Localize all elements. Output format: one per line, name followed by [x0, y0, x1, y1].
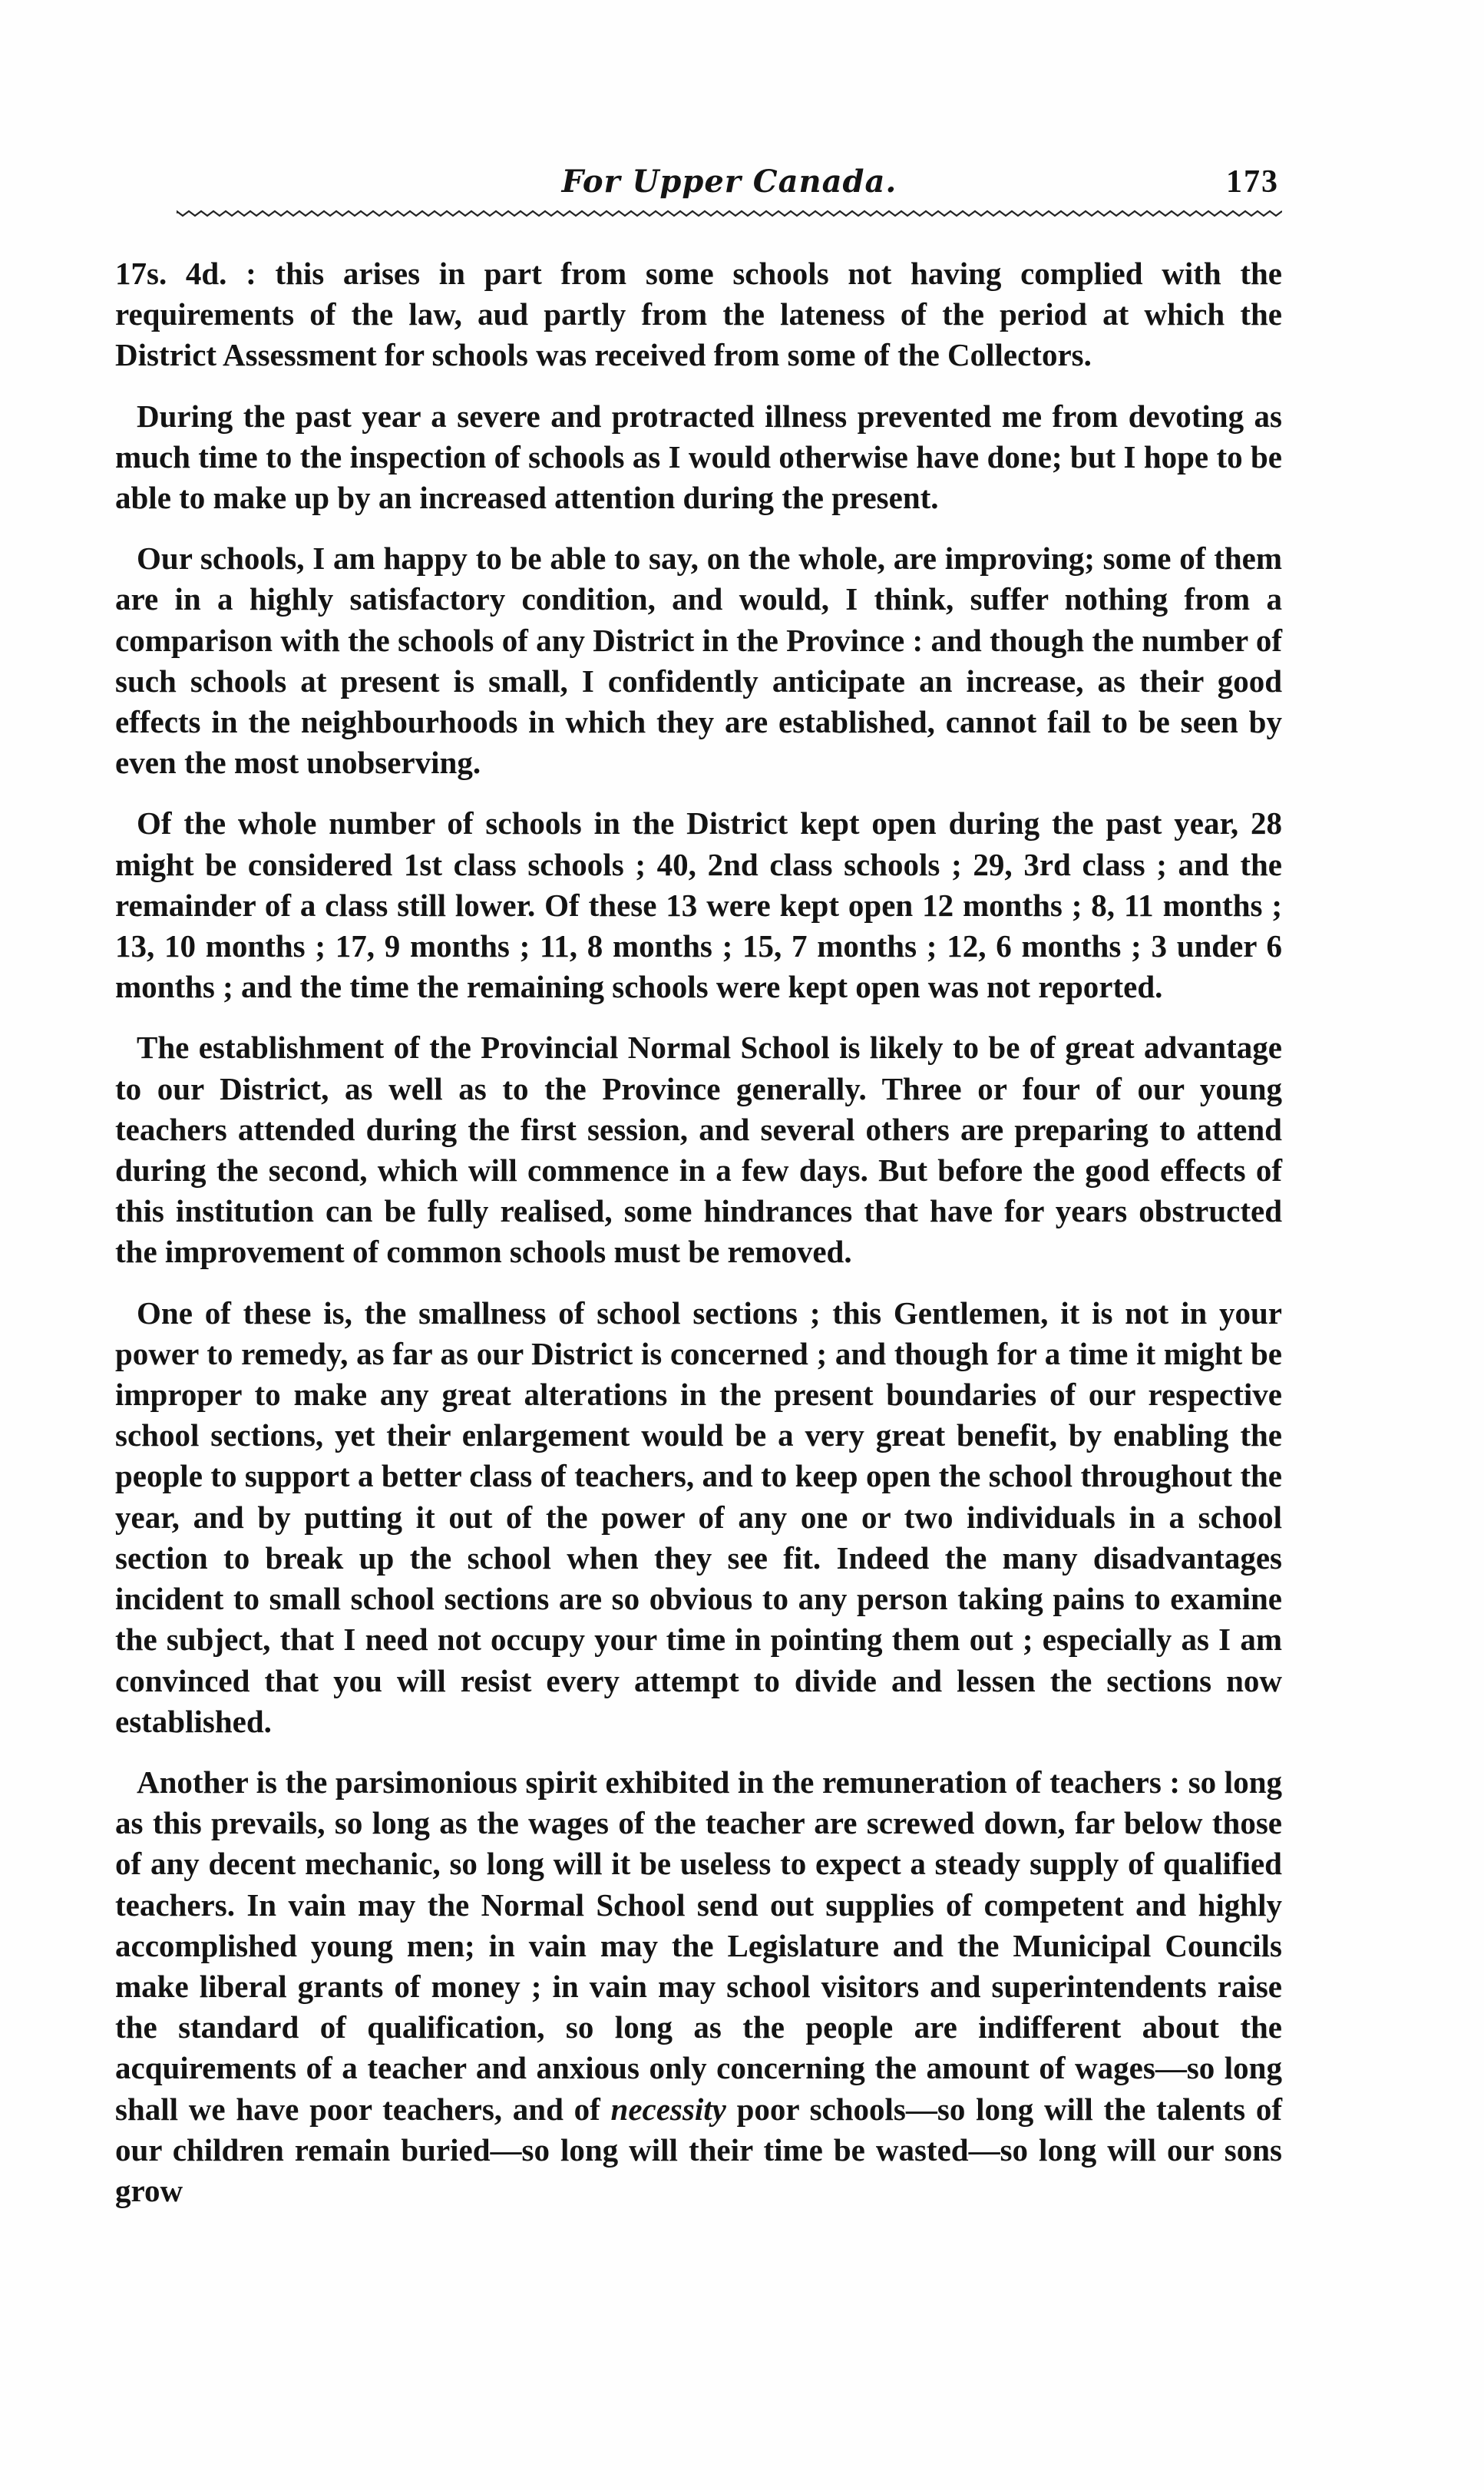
- paragraph: The establishment of the Provincial Normal School is likely to be of great advantage to our District, as well as to the Province generally. Three or four of our young teachers attended during the first session, and several others are preparing to attend during the second, which will commence in a few days. But before the good effects of this institution can be fully realised, some hindrances that have for years obstructed the improvement of common schools must be removed.: [115, 1030, 1282, 1270]
- body-text: [115, 253, 1282, 2231]
- running-title: For Upper Canada.: [561, 164, 897, 200]
- paragraph: During the past year a severe and protracted illness prevented me from devoting as much time to the inspection of schools as I would otherwise have done; but I hope to be able to make up by an increased attention during the present.: [115, 398, 1282, 516]
- paragraph: One of these is, the smallness of school sections ; this Gentlemen, it is not in your power to remedy, as far as our District is concerned ; and though for a time it might be improper to make any great alterations in the present boundaries of our respective school sections, yet their enlargement would be a very great benefit, by enabling the people to support a better class of teachers, and to keep open the school throughout the year, and by putting it out of the power of any one or two individuals in a school section to break up the school when they see fit. Indeed the many disadvantages incident to small school sections are so obvious to any person taking pains to examine the subject, that I need not occupy your time in pointing them out ; especially as I am convinced that you will resist every attempt to divide and lessen the sections now established.: [115, 1295, 1282, 1739]
- paragraph: 17s. 4d. : this arises in part from some schools not having complied with the requirements of the law, aud partly from the lateness of the period at which the District Assessment for schools was received from some of the Collectors.: [115, 256, 1282, 373]
- page-number: 173: [1226, 164, 1279, 200]
- wavy-rule-divider: [177, 209, 1282, 218]
- italic-emphasis: necessity: [610, 2091, 726, 2127]
- running-head: [177, 157, 1282, 203]
- paragraph: Another is the parsimonious spirit exhibited in the remuneration of teachers : so long as this prevails, so long as the wages of the teacher are screwed down, far below those of any decent mechanic, so long will it be useless to expect a steady supply of qualified teachers. In vain may the Normal School send out supplies of competent and highly accomplished young men; in vain may the Legislature and the Municipal Councils make liberal grants of money ; in vain may school visitors and superintendents raise the standard of qualification, so long as the people are indifferent about the acquirements of a teacher and anxious only concerning the amount of wages—so long shall we have poor teachers, and of necessity poor schools—so long will the talents of our children remain buried—so long will their time be wasted—so long will our sons grow: [115, 1764, 1282, 2208]
- paragraph: Of the whole number of schools in the District kept open during the past year, 28 might be considered 1st class schools ; 40, 2nd class schools ; 29, 3rd class ; and the remainder of a class still lower. Of these 13 were kept open 12 months ; 8, 11 months ; 13, 10 months ; 17, 9 months ; 11, 8 months ; 15, 7 months ; 12, 6 months ; 3 under 6 months ; and the time the remaining schools were kept open was not reported.: [115, 805, 1282, 1005]
- paragraph: Our schools, I am happy to be able to say, on the whole, are improving; some of them are in a highly satisfactory condition, and would, I think, suffer nothing from a comparison with the schools of any District in the Province : and though the number of such schools at present is small, I confidently anticipate an increase, as their good effects in the neighbourhoods in which they are established, cannot fail to be seen by even the most unobserving.: [115, 541, 1282, 781]
